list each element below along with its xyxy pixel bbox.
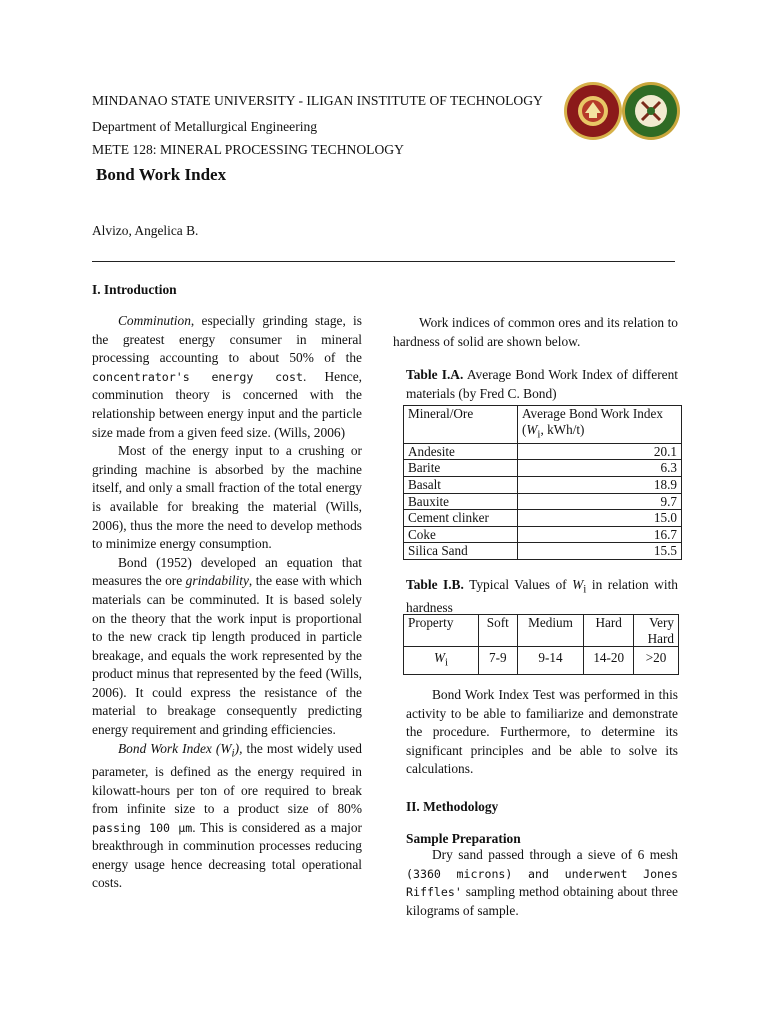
intro-paragraph-3: Bond (1952) developed an equation that measures the ore grindability, the ease with which materials can be comminuted. It is based solely on the theory that the work input is proportional to the new crack tip length produced in particle breakage, and equals the work represented by the product minus that represented by the feed (Wills, 2006). It could express the resistance of the material to breakage consequently predicting energy requirement and grinding efficiencies.	[92, 554, 362, 738]
introduction-heading: I. Introduction	[92, 282, 177, 297]
table-header-cell: Property	[404, 615, 479, 647]
author-name: Alvizo, Angelica B.	[92, 223, 199, 238]
intro-paragraph-1: Comminution, especially grinding stage, is the greatest energy consumer in mineral processing accounting to about 50% of the concentrator's energy cost. Hence, comminution theory is concerned with the relationship between energy input and the particle size made from a given feed size. (Wills, 2006)	[92, 313, 362, 440]
intro-paragraph-2: Most of the energy input to a crushing or grinding machine is absorbed by the machine itself, and only a small fraction of the total energy is available for breaking the material (Wills, 2006), thus the more the need to develop methods to minimize energy consumption.	[92, 443, 362, 552]
header-divider	[92, 261, 675, 262]
table-header-cell: Soft	[479, 615, 518, 647]
table-row: Coke 16.7	[404, 526, 682, 543]
introduction-left-column	[92, 312, 362, 893]
table-row: Bauxite 9.7	[404, 493, 682, 510]
table-header-cell: Very Hard	[634, 615, 679, 647]
table-header-mineral: Mineral/Ore	[404, 406, 518, 444]
hardness-table	[403, 614, 679, 675]
department-name: Department of Metallurgical Engineering	[92, 119, 318, 134]
document-title: Bond Work Index	[96, 165, 227, 184]
table-row: Barite 6.3	[404, 460, 682, 477]
institute-seal-logo	[622, 82, 680, 140]
university-seals	[563, 80, 681, 142]
table-header-row	[404, 615, 679, 647]
university-name: MINDANAO STATE UNIVERSITY - ILIGAN INSTITUTE OF TECHNOLOGY	[92, 93, 543, 108]
sample-preparation-paragraph: Dry sand passed through a sieve of 6 mesh (3360 microns) and underwent Jones Riffles' sampling method obtaining about three kilograms of sample.	[406, 847, 678, 918]
activity-paragraph: Bond Work Index Test was performed in this activity to be able to familiarize and demonstrate the procedure. Furthermore, to determine its significant principles and be able to solve its calculations.	[406, 687, 678, 777]
table-header-cell: Medium	[517, 615, 584, 647]
intro-right-paragraph: Work indices of common ores and its relation to hardness of solid are shown below.	[393, 315, 678, 349]
table-row: Andesite 20.1	[404, 443, 682, 460]
sample-preparation-heading: Sample Preparation	[406, 831, 521, 846]
table-row: Basalt 18.9	[404, 477, 682, 494]
table-header-index: Average Bond Work Index ($W_i$, kWh/t)	[518, 406, 682, 444]
table-1b-caption: Table I.B. Typical Values of $W_i$ in relation with hardness	[406, 577, 678, 616]
table-header-cell: Hard	[584, 615, 634, 647]
methodology-heading: II. Methodology	[406, 799, 499, 814]
university-seal-logo	[564, 82, 622, 140]
table-1a-caption: Table I.A. Average Bond Work Index of different materials (by Fred C. Bond)	[406, 367, 679, 401]
table-row: Silica Sand 15.5	[404, 543, 682, 560]
table-row: Cement clinker 15.0	[404, 510, 682, 527]
course-name: METE 128: MINERAL PROCESSING TECHNOLOGY	[92, 142, 404, 157]
intro-paragraph-4: Bond Work Index $(W_i)$, the most widely used parameter, is defined as the energy required in kilowatt-hours per ton of ore required to break from infinite size to a product size of 80% passing 100 μm. This is considered as a major breakthrough in comminution processes reducing energy usage hence decreasing total operational costs.	[92, 740, 362, 891]
table-header-row	[404, 406, 682, 444]
bond-work-index-table	[403, 405, 682, 560]
table-row: $W_i$ 7-9 9-14 14-20 >20	[404, 647, 679, 675]
